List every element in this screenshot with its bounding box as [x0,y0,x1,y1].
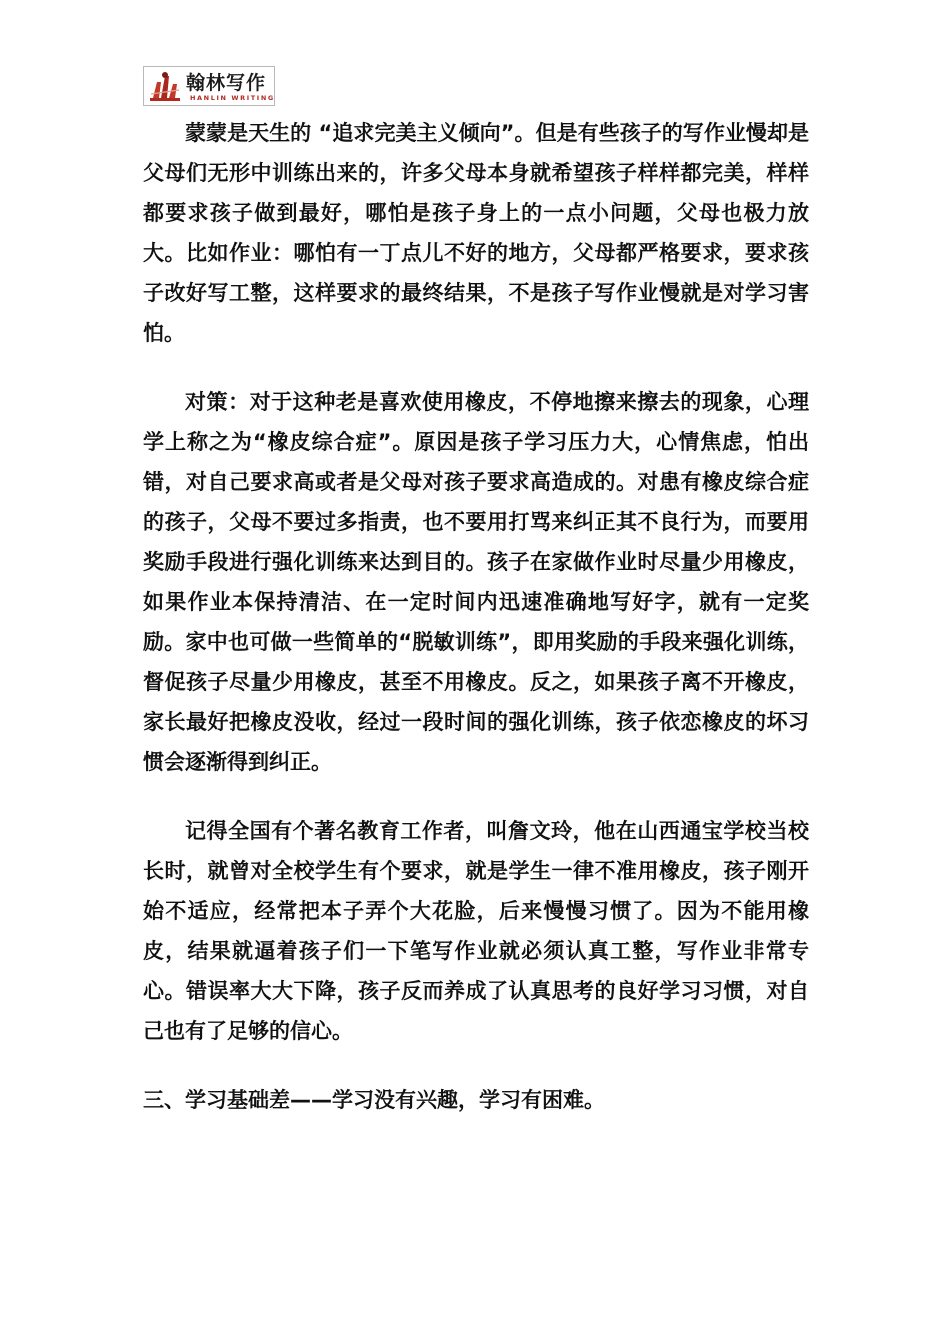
hanlin-writing-logo [143,66,275,106]
paragraph-2: 对策：对于这种老是喜欢使用橡皮，不停地擦来擦去的现象，心理学上称之为“橡皮综合症”。原因是孩子学习压力大，心情焦虑，怕出错，对自己要求高或者是父母对孩子要求高造成的。对患有橡皮综合症的孩子，父母不要过多指责，也不要用打骂来纠正其不良行为，而要用奖励手段进行强化训练来达到目的。孩子在家做作业时尽量少用橡皮，如果作业本保持清洁、在一定时间内迅速准确地写好字，就有一定奖励。家中也可做一些简单的“脱敏训练”，即用奖励的手段来强化训练，督促孩子尽量少用橡皮，甚至不用橡皮。反之，如果孩子离不开橡皮，家长最好把橡皮没收，经过一段时间的强化训练，孩子依恋橡皮的坏习惯会逐渐得到纠正。 [143,390,809,774]
logo-text: 翰林写作 [186,72,267,94]
paragraph-3: 记得全国有个著名教育工作者，叫詹文玲，他在山西通宝学校当校长时，就曾对全校学生有个要求，就是学生一律不准用橡皮，孩子刚开始不适应，经常把本子弄个大花脸，后来慢慢习惯了。因为不能用橡皮，结果就逼着孩子们一下笔写作业就必须认真工整，写作业非常专心。错误率大大下降，孩子反而养成了认真思考的良好学习习惯，对自己也有了足够的信心。 [143,819,809,1043]
logo-subtext: HANLIN WRITING [190,94,275,102]
document-body [143,113,809,1120]
section-heading: 三、学习基础差——学习没有兴趣，学习有困难。 [143,1088,605,1112]
logo-emblem-icon [147,70,183,104]
paragraph-1: 蒙蒙是天生的 “追求完美主义倾向”。但是有些孩子的写作业慢却是父母们无形中训练出来的，许多父母本身就希望孩子样样都完美，样样都要求孩子做到最好，哪怕是孩子身上的一点小问题，父母也极力放大。比如作业：哪怕有一丁点儿不好的地方，父母都严格要求，要求孩子改好写工整，这样要求的最终结果，不是孩子写作业慢就是对学习害怕。 [143,121,809,345]
